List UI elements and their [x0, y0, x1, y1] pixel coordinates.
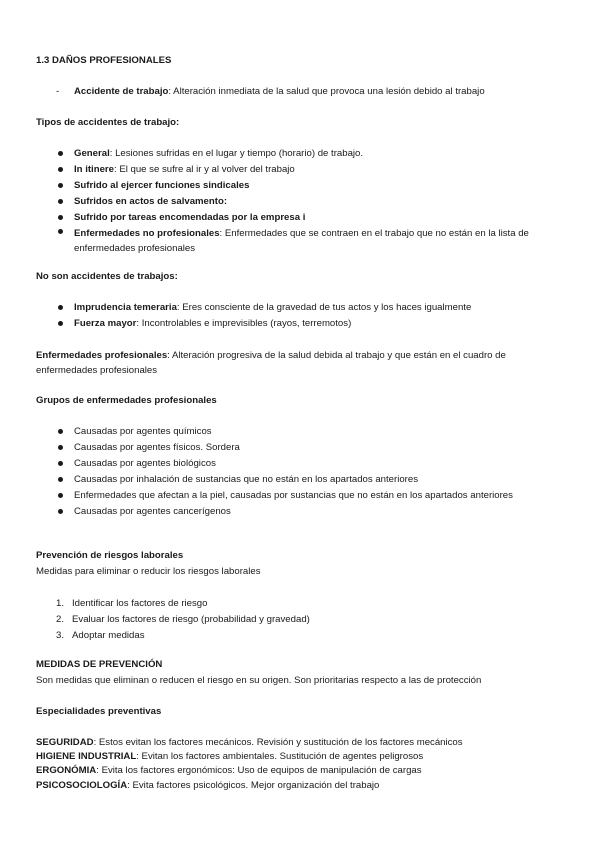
list-item: Enfermedades que afectan a la piel, causadas por sustancias que no están en los apartados anteriores	[58, 490, 560, 501]
step-text: Identificar los factores de riesgo	[72, 598, 208, 609]
item-text: : Enfermedades que se contraen en el trabajo que no están en la lista de enfermedades profesionales	[74, 227, 529, 254]
item-term: Fuerza mayor	[74, 317, 137, 329]
item-term: HIGIENE INDUSTRIAL	[36, 751, 137, 763]
item-term: PSICOSOCIOLOGÍA	[36, 779, 128, 791]
grupos-title: Grupos de enfermedades profesionales	[36, 395, 217, 406]
medidas-title: MEDIDAS DE PREVENCIÓN	[36, 659, 163, 670]
list-item	[36, 737, 463, 748]
step-text: Adoptar medidas	[72, 629, 145, 641]
item-text: : El que se sufre al ir y al volver del trabajo	[113, 163, 295, 175]
item-term: Imprudencia temeraria	[74, 302, 177, 313]
grupos-list	[58, 426, 560, 522]
step-item	[56, 630, 310, 641]
enfermedades-definition	[36, 348, 560, 379]
item-term: In itinere	[74, 163, 114, 175]
item-text: : Evitan los factores ambientales. Sustitución de agentes peligrosos	[136, 751, 424, 763]
especialidades-title: Especialidades preventivas	[36, 706, 162, 717]
item-term: General	[74, 148, 110, 159]
step-item	[56, 614, 310, 625]
item-text: : Evita factores psicológicos. Mejor organización del trabajo	[127, 779, 380, 791]
accidente-definition	[56, 86, 485, 97]
list-item	[58, 302, 560, 313]
item-term: Sufridos en actos de salvamento:	[74, 195, 228, 207]
step-number: 2.	[56, 613, 65, 625]
item-term: Sufrido al ejercer funciones sindicales	[74, 179, 250, 191]
list-item: Causadas por agentes cancerígenos	[58, 506, 560, 517]
step-text: Evaluar los factores de riesgo (probabilidad y gravedad)	[72, 613, 310, 625]
item-text: : Eres consciente de la gravedad de tus actos y los haces igualmente	[176, 302, 472, 313]
list-item	[58, 318, 560, 329]
item-text: : Lesiones sufridas en el lugar y tiempo (horario) de trabajo.	[109, 148, 364, 159]
list-item: Causadas por agentes físicos. Sordera	[58, 442, 560, 453]
list-item	[36, 751, 463, 762]
prevencion-subtitle: Medidas para eliminar o reducir los riesgos laborales	[36, 566, 261, 577]
list-item	[58, 212, 560, 223]
prevencion-title: Prevención de riesgos laborales	[36, 550, 184, 561]
prevencion-steps	[56, 598, 310, 646]
item-term: ERGONÓMIA	[36, 765, 97, 777]
enfermedades-text: : Alteración progresiva de la salud debida al trabajo y que están en el cuadro de enfermedades profesionales	[36, 350, 506, 377]
list-item: Causadas por agentes biológicos	[58, 458, 560, 469]
enfermedades-term: Enfermedades profesionales	[36, 350, 168, 361]
item-term: Enfermedades no profesionales	[74, 227, 220, 239]
list-item: Causadas por inhalación de sustancias que no están en los apartados anteriores	[58, 474, 560, 485]
list-item: Causadas por agentes químicos	[58, 426, 560, 437]
no-son-title: No son accidentes de trabajos:	[36, 271, 178, 282]
tipos-list	[58, 148, 560, 261]
accidente-term: Accidente de trabajo	[74, 86, 169, 97]
dash-marker: -	[56, 86, 60, 97]
accidente-text: : Alteración inmediata de la salud que provoca una lesión debido al trabajo	[168, 86, 485, 97]
item-term: SEGURIDAD	[36, 737, 94, 748]
tipos-title: Tipos de accidentes de trabajo:	[36, 117, 180, 128]
item-term: Sufrido por tareas encomendadas por la empresa i	[74, 211, 306, 223]
step-number: 1.	[56, 598, 65, 609]
item-text: : Estos evitan los factores mecánicos. Revisión y sustitución de los factores mecánicos	[93, 737, 463, 748]
especialidades-list	[36, 737, 463, 794]
list-item	[58, 226, 560, 257]
no-son-list	[58, 302, 560, 334]
step-number: 3.	[56, 629, 65, 641]
medidas-text: Son medidas que eliminan o reducen el riesgo en su origen. Son prioritarias respecto a las de protección	[36, 675, 482, 686]
item-text: : Incontrolables e imprevisibles (rayos, terremotos)	[136, 317, 352, 329]
list-item	[58, 180, 560, 191]
list-item	[58, 196, 560, 207]
list-item	[58, 164, 560, 175]
section-heading: 1.3 DAÑOS PROFESIONALES	[36, 55, 172, 66]
step-item	[56, 598, 310, 609]
list-item	[58, 148, 560, 159]
list-item	[36, 780, 463, 791]
item-text: : Evita los factores ergonómicos: Uso de equipos de manipulación de cargas	[96, 765, 422, 777]
list-item	[36, 765, 463, 776]
